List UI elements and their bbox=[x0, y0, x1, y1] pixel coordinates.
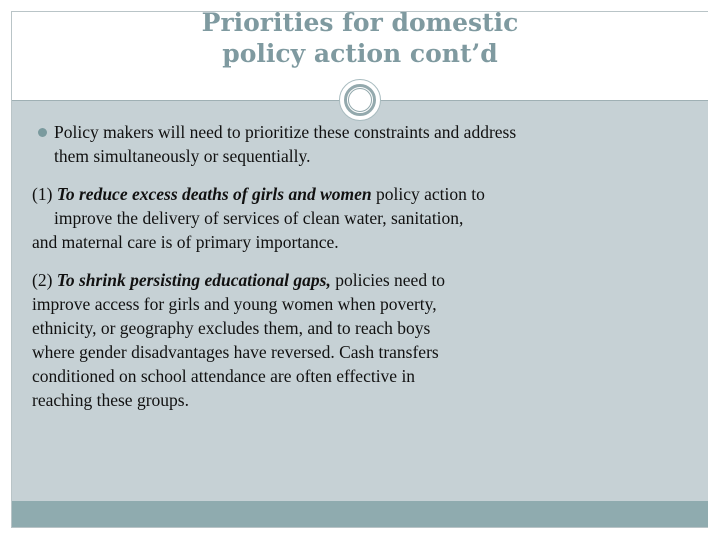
priority-1-line-1-rest: policy action to bbox=[371, 184, 485, 204]
slide-title bbox=[12, 7, 708, 69]
priority-2-number: (2) bbox=[32, 270, 53, 290]
bullet-dot-icon bbox=[38, 128, 47, 137]
priority-1-number: (1) bbox=[32, 184, 53, 204]
priority-2-line-4: where gender disadvantages have reversed. Cash transfers bbox=[32, 342, 439, 362]
priority-2-line-3: ethnicity, or geography excludes them, and to reach boys bbox=[32, 318, 431, 338]
priority-1-line-1 bbox=[32, 182, 702, 206]
priority-item-2 bbox=[32, 268, 702, 412]
priority-1-lead: To reduce excess deaths of girls and women bbox=[56, 184, 372, 204]
priority-2-line-1 bbox=[32, 268, 702, 292]
footer-band bbox=[12, 501, 708, 527]
bullet-item bbox=[32, 120, 702, 168]
priority-2-line-1-rest: policies need to bbox=[330, 270, 446, 290]
bullet-line-2: them simultaneously or sequentially. bbox=[54, 146, 311, 166]
priority-1-line-3: and maternal care is of primary importance. bbox=[32, 232, 339, 252]
priority-2-line-2: improve access for girls and young women when poverty, bbox=[32, 294, 437, 314]
title-line-2: policy action cont’d bbox=[222, 39, 498, 68]
priority-1-line-2: improve the delivery of services of clean water, sanitation, bbox=[54, 208, 464, 228]
priority-2-lead: To shrink persisting educational gaps, bbox=[56, 270, 331, 290]
slide-content bbox=[32, 120, 702, 426]
priority-2-line-5: conditioned on school attendance are often effective in bbox=[32, 366, 416, 386]
bullet-line-1: Policy makers will need to prioritize these constraints and address bbox=[54, 122, 517, 142]
priority-2-line-6: reaching these groups. bbox=[32, 390, 189, 410]
circle-ornament-icon bbox=[339, 79, 381, 121]
priority-item-1 bbox=[32, 182, 702, 254]
title-line-1: Priorities for domestic bbox=[201, 8, 519, 37]
